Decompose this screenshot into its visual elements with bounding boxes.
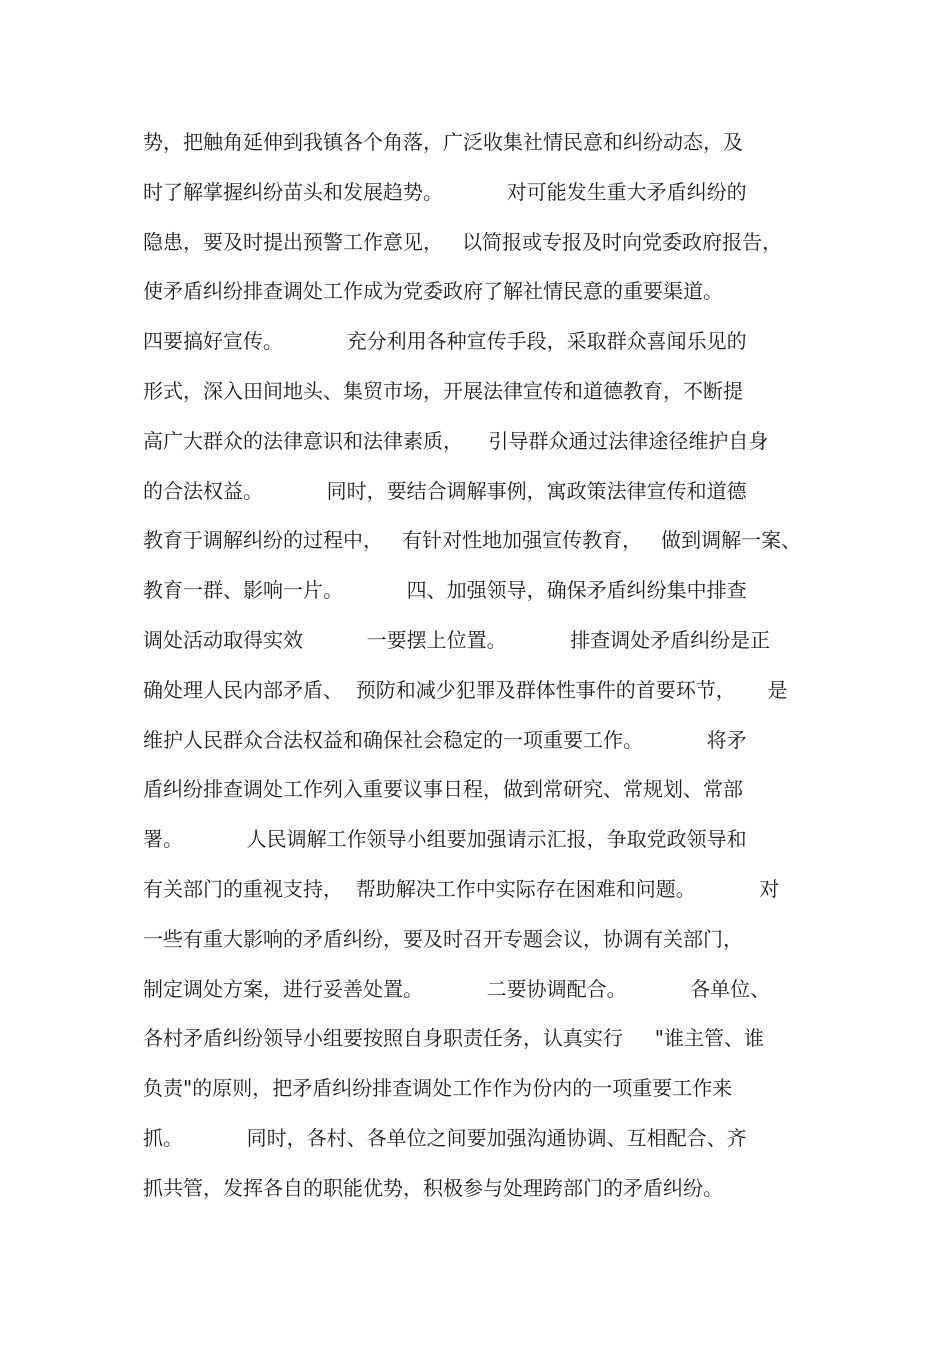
text-line: 形式，深入田间地头、集贸市场，开展法律宣传和道德教育，不断提	[143, 378, 743, 403]
text-line: 确处理人民内部矛盾、 预防和减少犯罪及群体性事件的首要环节， 是	[143, 677, 788, 702]
text-line: 维护人民群众合法权益和确保社会稳定的一项重要工作。 将矛	[143, 727, 747, 752]
text-line: 抓。 同时，各村、各单位之间要加强沟通协调、互相配合、齐	[143, 1125, 747, 1150]
text-line: 的合法权益。 同时，要结合调解事例，寓政策法律宣传和道德	[143, 478, 747, 503]
body-text	[143, 122, 823, 1218]
text-line: 制定调处方案，进行妥善处置。 二要协调配合。 各单位、	[143, 976, 771, 1001]
text-line: 有关部门的重视支持， 帮助解决工作中实际存在困难和问题。 对	[143, 876, 780, 901]
text-line: 使矛盾纠纷排查调处工作成为党委政府了解社情民意的重要渠道。	[143, 279, 723, 304]
text-line: 势，把触角延伸到我镇各个角落，广泛收集社情民意和纠纷动态，及	[143, 130, 743, 154]
text-line: 四要搞好宣传。 充分利用各种宣传手段，采取群众喜闻乐见的	[143, 329, 747, 354]
text-line: 各村矛盾纠纷领导小组要按照自身职责任务，认真实行 "谁主管、谁	[143, 1026, 764, 1051]
text-line: 一些有重大影响的矛盾纠纷，要及时召开专题会议，协调有关部门，	[143, 926, 743, 951]
text-line: 教育一群、影响一片。 四、加强领导，确保矛盾纠纷集中排查	[143, 578, 747, 603]
text-line: 教育于调解纠纷的过程中， 有针对性地加强宣传教育， 做到调解一案、	[143, 528, 802, 553]
text-line: 署。 人民调解工作领导小组要加强请示汇报，争取党政领导和	[143, 827, 747, 852]
text-line: 隐患，要及时提出预警工作意见， 以简报或专报及时向党委政府报告，	[143, 229, 783, 254]
text-line: 时了解掌握纠纷苗头和发展趋势。 对可能发生重大矛盾纠纷的	[143, 179, 747, 204]
text-line: 盾纠纷排查调处工作列入重要议事日程，做到常研究、常规划、常部	[143, 777, 743, 802]
text-line: 高广大群众的法律意识和法律素质， 引导群众通过法律途径维护自身	[143, 428, 769, 453]
text-line: 负责"的原则，把矛盾纠纷排查调处工作作为份内的一项重要工作来	[143, 1076, 733, 1101]
text-line: 调处活动取得实效 一要摆上位置。 排查调处矛盾纠纷是正	[143, 627, 771, 652]
text-line: 抓共管，发挥各自的职能优势，积极参与处理跨部门的矛盾纠纷。	[143, 1175, 723, 1200]
